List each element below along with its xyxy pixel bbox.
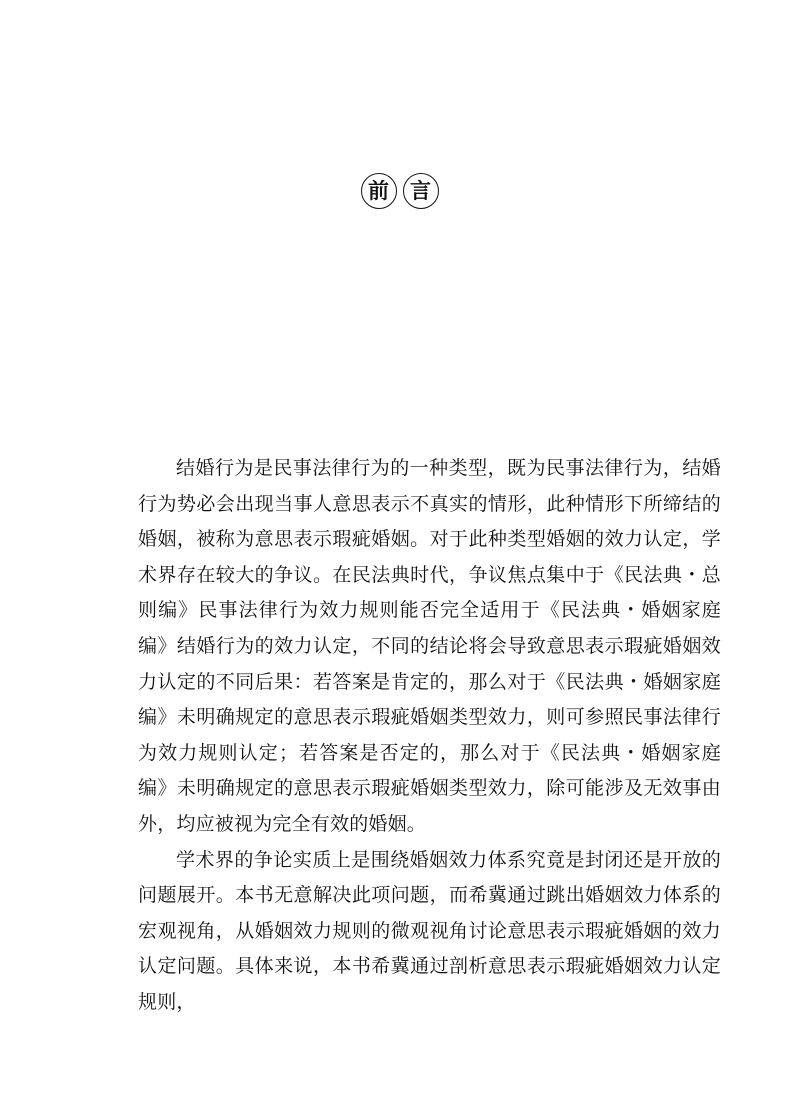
- paragraph: 结婚行为是民事法律行为的一种类型，既为民事法律行为，结婚行为势必会出现当事人意思表示不真实的情形，此种情形下所缔结的婚姻，被称为意思表示瑕疵婚姻。对于此种类型婚姻的效力认定，学术界存在较大的争议。在民法典时代，争议焦点集中于《民法典・总则编》民事法律行为效力规则能否完全适用于《民法典・婚姻家庭编》结婚行为的效力认定，不同的结论将会导致意思表示瑕疵婚姻效力认定的不同后果：若答案是肯定的，那么对于《民法典・婚姻家庭编》未明确规定的意思表示瑕疵婚姻类型效力，则可参照民事法律行为效力规则认定；若答案是否定的，那么对于《民法典・婚姻家庭编》未明确规定的意思表示瑕疵婚姻类型效力，除可能涉及无效事由外，均应被视为完全有效的婚姻。: [138, 457, 721, 835]
- title-char-circle: 言: [403, 173, 439, 209]
- title-char-circle: 前: [361, 173, 397, 209]
- preface-body: [138, 451, 721, 1021]
- paragraph: 学术界的争论实质上是围绕婚姻效力体系究竟是封闭还是开放的问题展开。本书无意解决此项问题，而希冀通过跳出婚姻效力体系的宏观视角，从婚姻效力规则的微观视角讨论意思表示瑕疵婚姻的效力认定问题。具体来说，本书希冀通过剖析意思表示瑕疵婚姻效力认定规则，: [138, 848, 721, 1013]
- page-title: [0, 173, 799, 209]
